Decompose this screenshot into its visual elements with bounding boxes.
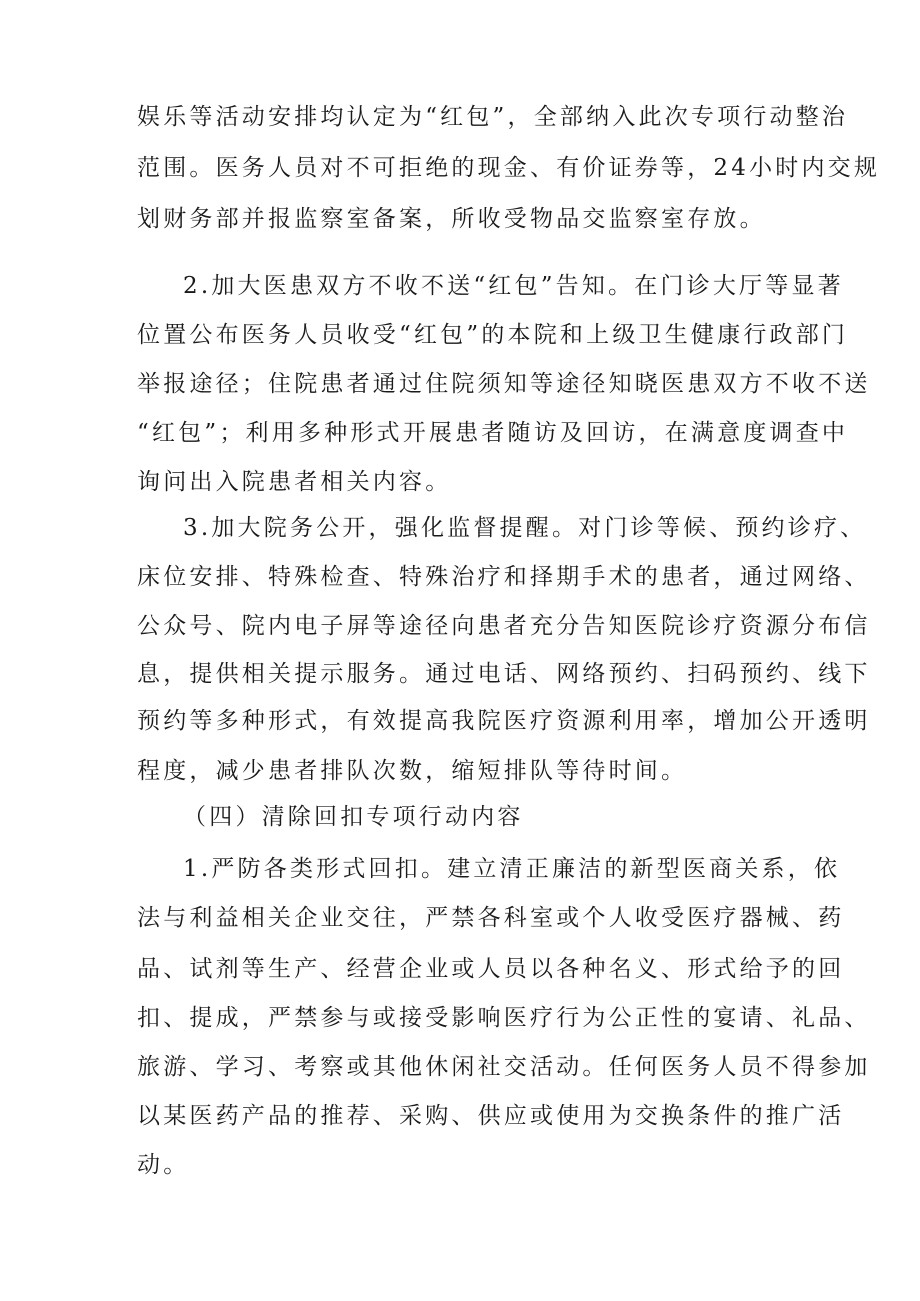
text-line: 娱乐等活动安排均认定为“红包”，全部纳入此次专项行动整治	[137, 104, 849, 130]
text-line: 程度，减少患者排队次数，缩短排队等待时间。	[137, 758, 688, 784]
text-line: 2.加大医患双方不收不送“红包”告知。在门诊大厅等显著	[183, 273, 844, 299]
text-line: 法与利益相关企业交往，严禁各科室或个人收受医疗器械、药	[137, 905, 845, 931]
section-heading: （四）清除回扣专项行动内容	[183, 804, 524, 830]
text-line: 询问出入院患者相关内容。	[137, 469, 452, 495]
text-line: 举报途径；住院患者通过住院须知等途径知晓医患双方不收不送	[137, 371, 871, 397]
text-line: 扣、提成，严禁参与或接受影响医疗行为公正性的宴请、礼品、	[137, 1005, 871, 1031]
text-line: 范围。医务人员对不可拒绝的现金、有价证券等，24小时内交规	[137, 155, 881, 181]
text-line: 1.严防各类形式回扣。建立清正廉洁的新型医商关系，依	[183, 856, 841, 882]
text-line: 公众号、院内电子屏等途径向患者充分告知医院诊疗资源分布信	[137, 613, 871, 639]
text-line: 动。	[137, 1152, 190, 1178]
text-line: 旅游、学习、考察或其他休闲社交活动。任何医务人员不得参加	[137, 1054, 871, 1080]
text-line: 预约等多种形式，有效提高我院医疗资源利用率，增加公开透明	[137, 708, 871, 734]
text-line: 3.加大院务公开，强化监督提醒。对门诊等候、预约诊疗、	[183, 515, 867, 541]
text-line: “红包”；利用多种形式开展患者随访及回访，在满意度调查中	[137, 420, 849, 446]
text-line: 以某医药产品的推荐、采购、供应或使用为交换条件的推广活	[137, 1103, 845, 1129]
text-line: 息，提供相关提示服务。通过电话、网络预约、扫码预约、线下	[137, 661, 871, 687]
text-line: 划财务部并报监察室备案，所收受物品交监察室存放。	[137, 206, 766, 232]
text-line: 品、试剂等生产、经营企业或人员以各种名义、形式给予的回	[137, 956, 845, 982]
text-line: 位置公布医务人员收受“红包”的本院和上级卫生健康行政部门	[137, 322, 849, 348]
text-line: 床位安排、特殊检查、特殊治疗和择期手术的患者，通过网络、	[137, 564, 871, 590]
